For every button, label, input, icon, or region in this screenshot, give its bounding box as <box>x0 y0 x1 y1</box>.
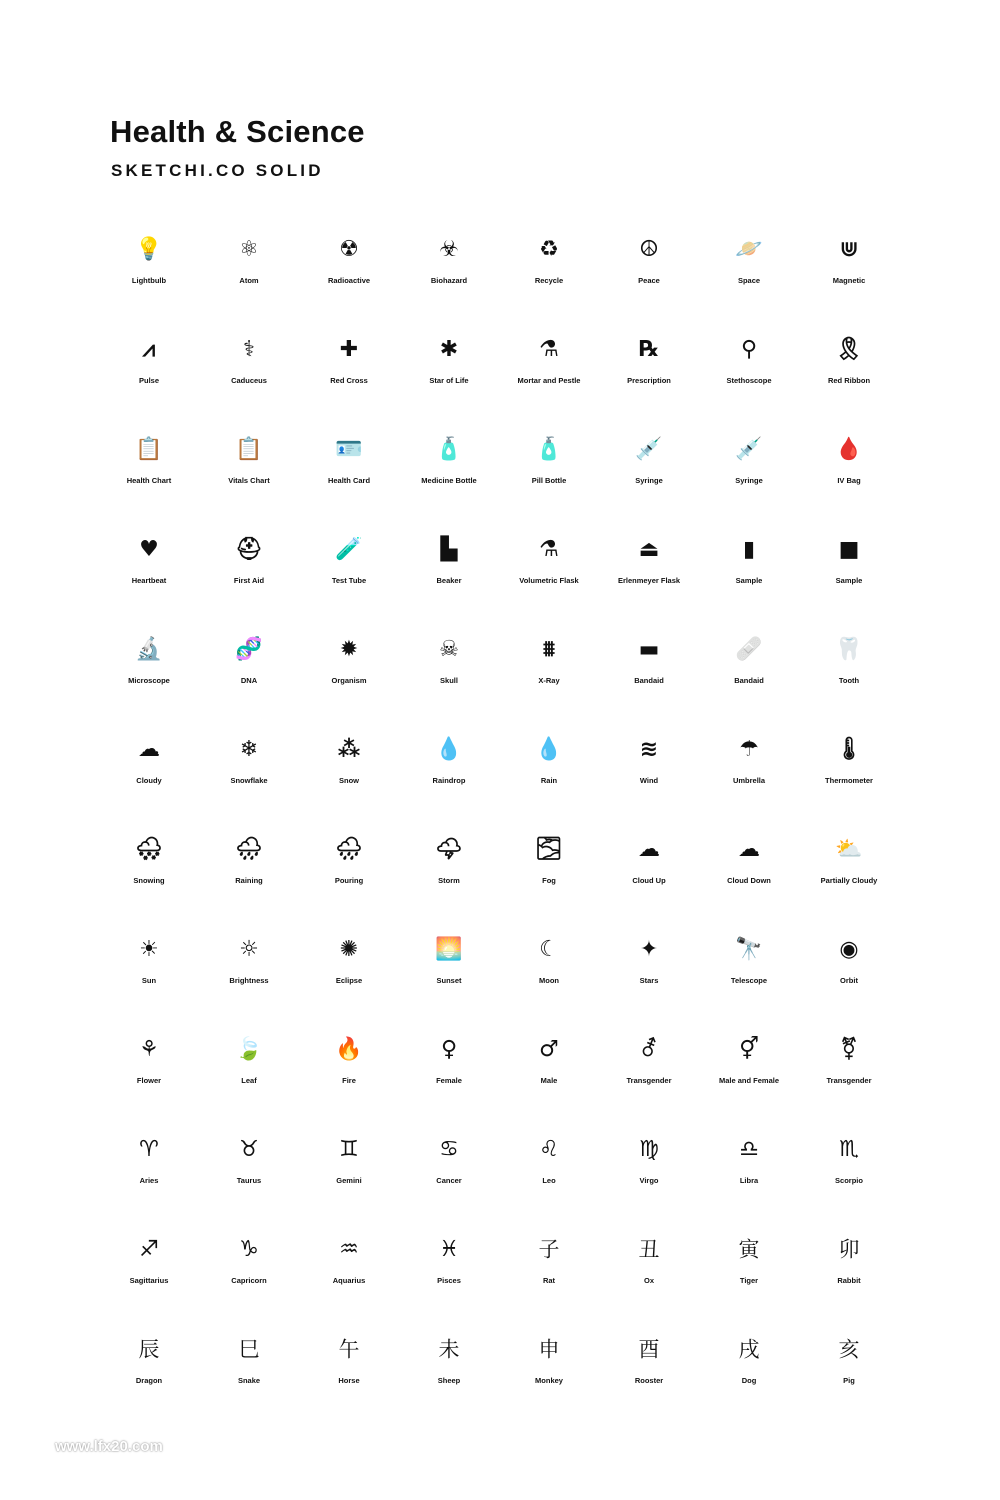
vitals-chart-icon: 📋 <box>235 437 263 462</box>
icon-label: Orbit <box>840 976 858 985</box>
icon-label: Gemini <box>336 1176 362 1185</box>
icon-label: Tooth <box>838 676 860 685</box>
icon-tile <box>99 520 199 620</box>
icon-label: Fire <box>342 1076 356 1085</box>
icon-label: Beaker <box>436 576 462 585</box>
icon-tile <box>199 1320 299 1420</box>
icon-tile <box>699 520 799 620</box>
icon-label: Leo <box>542 1176 556 1185</box>
icon-tile <box>99 1220 199 1320</box>
leo-icon: ♌ <box>539 1137 559 1162</box>
icon-label: Female <box>436 1076 462 1085</box>
icon-label: Libra <box>739 1176 759 1185</box>
icon-label: Snake <box>237 1376 261 1385</box>
recycle-icon: ♻ <box>539 237 559 262</box>
snake-zodiac-icon: 巳 <box>238 1337 260 1362</box>
cloud-snow-icon: 🌨 <box>135 837 163 862</box>
icon-label: Male and Female <box>718 1076 780 1085</box>
icon-tile <box>399 420 499 520</box>
icon-label: First Aid <box>233 576 265 585</box>
icon-tile <box>499 820 599 920</box>
icon-tile <box>499 920 599 1020</box>
aquarius-icon: ♒ <box>339 1237 359 1262</box>
icon-label: Sagittarius <box>129 1276 169 1285</box>
icon-tile <box>799 320 899 420</box>
icon-label: Red Cross <box>330 376 368 385</box>
male-female-icon: ⚥ <box>739 1037 759 1062</box>
icon-tile <box>499 520 599 620</box>
volumetric-flask-icon: ⚗ <box>539 537 559 562</box>
icon-tile <box>599 1120 699 1220</box>
icon-label: Sheep <box>437 1376 461 1385</box>
capricorn-icon: ♑ <box>239 1237 259 1262</box>
icon-tile <box>299 320 399 420</box>
icon-label: Caduceus <box>231 376 267 385</box>
skull-icon: ☠ <box>439 637 459 662</box>
male-icon: ♂ <box>539 1037 559 1062</box>
transgender-icon: ⚧ <box>839 1037 859 1062</box>
icon-tile <box>699 720 799 820</box>
cloud-storm-icon: 🌩 <box>435 837 463 862</box>
icon-label: Leaf <box>241 1076 257 1085</box>
icon-label: Raindrop <box>432 776 466 785</box>
icon-tile <box>199 320 299 420</box>
prescription-icon: ℞ <box>639 337 659 362</box>
icon-label: Organism <box>331 676 367 685</box>
icon-tile <box>99 1320 199 1420</box>
icon-tile <box>199 820 299 920</box>
female-icon: ♀ <box>440 1037 458 1062</box>
mortar-pestle-icon: ⚗ <box>539 337 559 362</box>
bandaid-horizontal-icon: ▬ <box>638 637 660 662</box>
icon-tile <box>399 1220 499 1320</box>
icon-tile <box>499 1120 599 1220</box>
icon-tile <box>299 1020 399 1120</box>
microscope-icon: 🔬 <box>135 637 163 662</box>
icon-label: Star of Life <box>429 376 469 385</box>
cloud-download-icon: ☁ <box>738 837 760 862</box>
icon-tile <box>799 720 899 820</box>
icon-label: Recycle <box>534 276 564 285</box>
transgender-male-icon: ⚦ <box>639 1037 659 1062</box>
medicine-bottle-icon: 🧴 <box>435 437 463 462</box>
scorpio-icon: ♏ <box>839 1137 859 1162</box>
icon-label: Bandaid <box>734 676 764 685</box>
sample-tube-icon: ▮ <box>742 537 756 562</box>
icon-tile <box>699 1320 799 1420</box>
icon-tile <box>399 720 499 820</box>
icon-label: Partially Cloudy <box>820 876 878 885</box>
pig-zodiac-icon: 亥 <box>838 1337 860 1362</box>
icon-label: Fog <box>542 876 556 885</box>
radioactive-icon: ☢ <box>339 237 359 262</box>
sheep-zodiac-icon: 未 <box>438 1337 460 1362</box>
icon-tile <box>499 720 599 820</box>
icon-label: Eclipse <box>335 976 363 985</box>
page-title: Health & Science <box>110 114 365 149</box>
icon-label: Umbrella <box>732 776 766 785</box>
icon-label: IV Bag <box>837 476 861 485</box>
icon-tile <box>799 820 899 920</box>
test-tube-icon: 🧪 <box>335 537 363 562</box>
tiger-zodiac-icon: 寅 <box>738 1237 760 1262</box>
pulse-icon: ⩘ <box>142 337 156 362</box>
icon-label: X-Ray <box>538 676 560 685</box>
icon-tile <box>499 1220 599 1320</box>
icon-label: Pill Bottle <box>531 476 567 485</box>
icon-label: Rain <box>540 776 558 785</box>
ribbon-icon: 🎗 <box>835 337 863 362</box>
sample-jar-icon: ■ <box>838 537 860 562</box>
icon-tile <box>599 620 699 720</box>
icon-tile <box>199 220 299 320</box>
caduceus-icon: ⚕ <box>243 337 255 362</box>
icon-tile <box>499 420 599 520</box>
icon-tile <box>99 720 199 820</box>
icon-tile <box>399 1020 499 1120</box>
icon-label: Aquarius <box>332 1276 366 1285</box>
icon-tile <box>299 1120 399 1220</box>
icon-tile <box>99 320 199 420</box>
icon-tile <box>599 720 699 820</box>
organism-virus-icon: ✹ <box>339 637 359 662</box>
orbit-icon: ◉ <box>839 937 859 962</box>
icon-label: Stethoscope <box>726 376 772 385</box>
icon-label: Rat <box>542 1276 556 1285</box>
icon-label: Vitals Chart <box>228 476 270 485</box>
icon-label: Magnetic <box>832 276 866 285</box>
icon-tile <box>799 620 899 720</box>
icon-tile <box>699 1020 799 1120</box>
icon-tile <box>199 520 299 620</box>
icon-tile <box>499 620 599 720</box>
icon-label: Ox <box>643 1276 654 1285</box>
watermark: www.lfx20.com <box>55 1438 163 1455</box>
star-of-life-icon: ✱ <box>439 337 459 362</box>
icon-tile <box>399 1120 499 1220</box>
icon-label: Scorpio <box>835 1176 863 1185</box>
snow-icon: ⁂ <box>337 737 361 762</box>
icon-tile <box>199 720 299 820</box>
beaker-icon: ▙ <box>440 537 458 562</box>
icon-tile <box>799 1120 899 1220</box>
icon-tile <box>599 320 699 420</box>
icon-tile <box>699 1220 799 1320</box>
dragon-zodiac-icon: 辰 <box>138 1337 160 1362</box>
stethoscope-icon: ⚲ <box>740 337 758 362</box>
icon-tile <box>599 1020 699 1120</box>
icon-tile <box>99 820 199 920</box>
icon-tile <box>499 220 599 320</box>
icon-tile <box>299 520 399 620</box>
icon-tile <box>699 620 799 720</box>
icon-tile <box>699 820 799 920</box>
leaf-icon: 🍃 <box>235 1037 263 1062</box>
pill-bottle-icon: 🧴 <box>535 437 563 462</box>
icon-label: Red Ribbon <box>827 376 871 385</box>
biohazard-icon: ☣ <box>439 237 459 262</box>
telescope-icon: 🔭 <box>735 937 763 962</box>
icon-tile <box>299 820 399 920</box>
icon-label: Snow <box>339 776 359 785</box>
icon-label: Cloud Down <box>727 876 771 885</box>
icon-label: Telescope <box>730 976 768 985</box>
dna-icon: 🧬 <box>235 637 263 662</box>
icon-label: Moon <box>539 976 559 985</box>
virgo-icon: ♍ <box>639 1137 659 1162</box>
icon-tile <box>199 920 299 1020</box>
health-chart-icon: 📋 <box>135 437 163 462</box>
icon-label: Volumetric Flask <box>519 576 579 585</box>
icon-label: Prescription <box>627 376 671 385</box>
icon-tile <box>399 220 499 320</box>
icon-label: Space <box>737 276 761 285</box>
icon-label: Pisces <box>437 1276 461 1285</box>
icon-label: Health Card <box>327 476 371 485</box>
heartbeat-icon: ♥ <box>139 537 159 562</box>
icon-label: Radioactive <box>327 276 371 285</box>
icon-tile <box>399 920 499 1020</box>
icon-label: Microscope <box>128 676 170 685</box>
cancer-icon: ♋ <box>439 1137 459 1162</box>
icon-label: Skull <box>440 676 458 685</box>
taurus-icon: ♉ <box>239 1137 259 1162</box>
health-card-icon: 🪪 <box>335 437 363 462</box>
icon-tile <box>299 1320 399 1420</box>
icon-label: Transgender <box>626 1076 672 1085</box>
icon-tile <box>399 520 499 620</box>
rabbit-zodiac-icon: 卯 <box>838 1237 860 1262</box>
libra-icon: ♎ <box>739 1137 759 1162</box>
icon-grid <box>99 220 899 1420</box>
cloud-fog-icon: 🌫 <box>535 837 563 862</box>
icon-label: Snowing <box>133 876 165 885</box>
icon-tile <box>199 1120 299 1220</box>
icon-label: Pouring <box>334 876 364 885</box>
icon-label: Capricorn <box>231 1276 267 1285</box>
icon-label: Heartbeat <box>131 576 167 585</box>
icon-tile <box>799 420 899 520</box>
brightness-icon: ☼ <box>239 937 259 962</box>
icon-label: Medicine Bottle <box>421 476 477 485</box>
icon-tile <box>99 1120 199 1220</box>
icon-tile <box>599 920 699 1020</box>
icon-label: Monkey <box>535 1376 563 1385</box>
space-planet-icon: 🪐 <box>735 237 763 262</box>
icon-label: Sunset <box>436 976 462 985</box>
syringe-vertical-icon: 💉 <box>635 437 663 462</box>
icon-tile <box>199 420 299 520</box>
icon-tile <box>599 420 699 520</box>
stars-icon: ✦ <box>639 937 659 962</box>
cloud-rain-icon: 🌧 <box>235 837 263 862</box>
icon-tile <box>599 220 699 320</box>
page-subtitle: SKETCHI.CO SOLID <box>111 161 324 180</box>
icon-label: Sample <box>735 576 763 585</box>
first-aid-kit-icon: ⛑ <box>235 537 263 562</box>
icon-label: Pig <box>843 1376 855 1385</box>
icon-label: Brightness <box>229 976 269 985</box>
icon-tile <box>699 320 799 420</box>
icon-label: Atom <box>239 276 259 285</box>
bandaid-diagonal-icon: 🩹 <box>735 637 763 662</box>
icon-label: Wind <box>639 776 659 785</box>
rooster-zodiac-icon: 酉 <box>638 1337 660 1362</box>
icon-label: Rabbit <box>837 1276 861 1285</box>
icon-label: Syringe <box>735 476 763 485</box>
icon-tile <box>299 720 399 820</box>
iv-bag-icon: 🩸 <box>835 437 863 462</box>
icon-label: Cancer <box>436 1176 462 1185</box>
peace-icon: ☮ <box>639 237 659 262</box>
icon-label: Taurus <box>236 1176 262 1185</box>
icon-tile <box>199 620 299 720</box>
flower-icon: ⚘ <box>139 1037 159 1062</box>
icon-tile <box>799 920 899 1020</box>
gemini-icon: ♊ <box>339 1137 359 1162</box>
icon-label: Aries <box>139 1176 159 1185</box>
icon-tile <box>199 1020 299 1120</box>
icon-tile <box>199 1220 299 1320</box>
thermometer-icon: 🌡 <box>835 737 863 762</box>
wind-icon: ≋ <box>639 737 659 762</box>
sagittarius-icon: ♐ <box>139 1237 159 1262</box>
icon-label: DNA <box>240 676 258 685</box>
icon-label: Thermometer <box>825 776 873 785</box>
dog-zodiac-icon: 戌 <box>738 1337 760 1362</box>
icon-tile <box>699 1120 799 1220</box>
icon-label: Bandaid <box>634 676 664 685</box>
icon-label: Peace <box>638 276 660 285</box>
icon-tile <box>299 1220 399 1320</box>
red-cross-icon: ✚ <box>339 337 359 362</box>
fire-icon: 🔥 <box>335 1037 363 1062</box>
icon-tile <box>699 920 799 1020</box>
icon-tile <box>399 620 499 720</box>
icon-tile <box>399 1320 499 1420</box>
icon-tile <box>599 1220 699 1320</box>
icon-label: Snowflake <box>230 776 268 785</box>
icon-tile <box>99 620 199 720</box>
sunset-icon: 🌅 <box>435 937 463 962</box>
monkey-zodiac-icon: 申 <box>538 1337 560 1362</box>
icon-tile <box>99 1020 199 1120</box>
raindrop-icon: 💧 <box>435 737 463 762</box>
snowflake-icon: ❄ <box>239 737 259 762</box>
partly-cloudy-icon: ⛅ <box>835 837 863 862</box>
icon-tile <box>299 920 399 1020</box>
icon-label: Erlenmeyer Flask <box>617 576 681 585</box>
icon-label: Biohazard <box>430 276 468 285</box>
icon-tile <box>99 920 199 1020</box>
icon-label: Transgender <box>826 1076 872 1085</box>
icon-label: Cloud Up <box>632 876 666 885</box>
icon-tile <box>399 820 499 920</box>
icon-label: Health Chart <box>126 476 172 485</box>
icon-label: Test Tube <box>331 576 367 585</box>
rat-zodiac-icon: 子 <box>538 1237 560 1262</box>
icon-label: Mortar and Pestle <box>517 376 581 385</box>
moon-icon: ☾ <box>539 937 559 962</box>
icon-label: Dog <box>741 1376 757 1385</box>
eclipse-icon: ✺ <box>339 937 359 962</box>
icon-tile <box>799 1020 899 1120</box>
icon-tile <box>299 620 399 720</box>
sun-icon: ☀ <box>139 937 159 962</box>
icon-label: Pulse <box>138 376 159 385</box>
icon-label: Cloudy <box>136 776 162 785</box>
icon-tile <box>699 420 799 520</box>
icon-tile <box>499 1320 599 1420</box>
icon-tile <box>499 320 599 420</box>
pisces-icon: ♓ <box>439 1237 459 1262</box>
icon-label: Stars <box>639 976 659 985</box>
icon-label: Dragon <box>135 1376 163 1385</box>
icon-label: Horse <box>338 1376 360 1385</box>
icon-label: Storm <box>438 876 460 885</box>
icon-tile <box>599 820 699 920</box>
icon-tile <box>99 420 199 520</box>
icon-tile <box>599 520 699 620</box>
icon-tile <box>299 420 399 520</box>
icon-tile <box>299 220 399 320</box>
xray-spine-icon: ⩩ <box>543 637 555 662</box>
icon-label: Male <box>540 1076 558 1085</box>
icon-tile <box>499 1020 599 1120</box>
icon-tile <box>99 220 199 320</box>
aries-icon: ♈ <box>139 1137 159 1162</box>
icon-tile <box>799 220 899 320</box>
ox-zodiac-icon: 丑 <box>638 1237 660 1262</box>
icon-label: Syringe <box>635 476 663 485</box>
icon-label: Tiger <box>739 1276 759 1285</box>
icon-tile <box>599 1320 699 1420</box>
icon-label: Virgo <box>639 1176 659 1185</box>
tooth-icon: 🦷 <box>835 637 863 662</box>
horse-zodiac-icon: 午 <box>338 1337 360 1362</box>
icon-label: Flower <box>136 1076 162 1085</box>
erlenmeyer-flask-icon: ⏏ <box>638 537 660 562</box>
icon-label: Rooster <box>634 1376 664 1385</box>
icon-tile <box>799 1220 899 1320</box>
syringe-diagonal-icon: 💉 <box>735 437 763 462</box>
icon-label: Sun <box>141 976 157 985</box>
umbrella-icon: ☂ <box>739 737 759 762</box>
icon-tile <box>799 1320 899 1420</box>
icon-label: Raining <box>235 876 263 885</box>
cloud-pouring-icon: 🌧 <box>335 837 363 862</box>
rain-drops-icon: 💧 <box>535 737 563 762</box>
icon-label: Sample <box>835 576 863 585</box>
icon-tile <box>799 520 899 620</box>
cloud-icon: ☁ <box>138 737 160 762</box>
icon-tile <box>699 220 799 320</box>
icon-label: Lightbulb <box>131 276 167 285</box>
cloud-upload-icon: ☁ <box>638 837 660 862</box>
magnet-icon: ⋓ <box>839 237 859 262</box>
lightbulb-icon: 💡 <box>135 237 163 262</box>
atom-icon: ⚛ <box>239 237 259 262</box>
icon-tile <box>399 320 499 420</box>
